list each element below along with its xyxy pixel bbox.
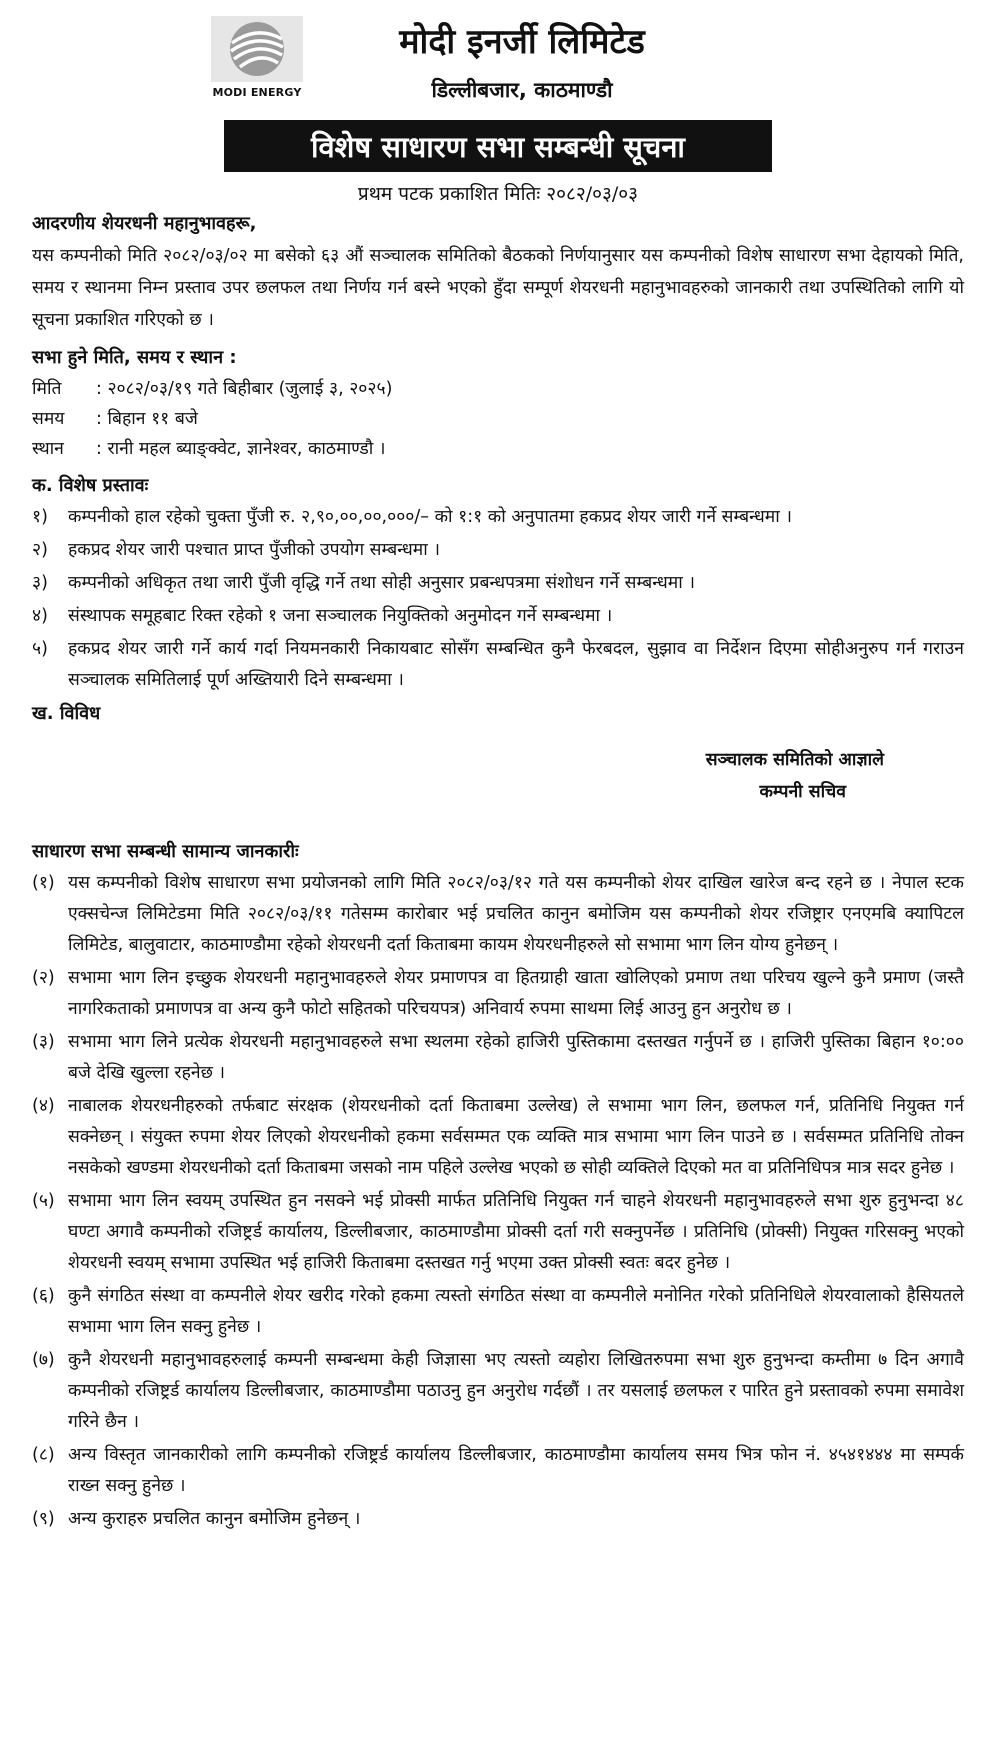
meeting-value: : बिहान ११ बजे [96,409,198,429]
company-address: डिल्लीबजार, काठमाण्डौ [431,78,613,102]
salutation: आदरणीय शेयरधनी महानुभावहरू, [32,213,257,234]
item-number: (६) [32,1286,55,1306]
item-text: हकप्रद शेयर जारी पश्चात प्राप्त पुँजीको उपयोग सम्बन्धमा । [68,540,440,560]
list-item [32,963,964,1025]
item-number: (५) [32,1191,55,1211]
meeting-row-time [32,404,964,434]
meeting-row-venue [32,434,964,464]
item-number: १) [32,507,48,527]
item-text: कम्पनीको अधिकृत तथा जारी पुँजी वृद्धि गर्ने तथा सोही अनुसार प्रबन्धपत्रमा संशोधन गर्ने सम्बन्धमा । [68,573,695,593]
item-number: (४) [32,1096,55,1116]
item-number: ३) [32,573,48,593]
meeting-value: : २०८२/०३/१९ गते बिहीबार (जुलाई ३, २०२५) [96,379,393,399]
company-name: मोदी इनर्जी लिमिटेड [399,22,645,62]
list-item [32,601,964,632]
logo-wordmark: MODI ENERGY [212,86,302,99]
item-text: नाबालक शेयरधनीहरुको तर्फबाट संरक्षक (शेयरधनीको दर्ता किताबमा उल्लेख) ले सभामा भाग लिन, छलफल गर्न, प्रतिनिधि नियुक्त गर्न सक्नेछन् । संयुक्त रुपमा शेयर लिएको शेयरधनीको हकमा सर्वसम्मत एक व्यक्ति मात्र सभामा भाग लिन पाउने छ । सर्वसम्मत प्रतिनिधि तोक्न नसकेको खण्डमा शेयरधनीको दर्ता किताबमा जसको नाम पहिले उल्लेख भएको छ सोही व्यक्तिले दिएको मत वा प्रतिनिधिपत्र मात्र सदर हुनेछ । [68,1096,964,1178]
notice-header [32,0,964,116]
list-item [32,868,964,961]
wave-globe-icon [222,19,292,79]
item-number: (३) [32,1032,55,1052]
meeting-heading: सभा हुने मिति, समय र स्थान : [32,347,237,368]
list-item [32,502,964,533]
item-number: (७) [32,1350,55,1370]
company-logo [202,16,312,108]
item-text: सभामा भाग लिने प्रत्येक शेयरधनी महानुभावहरुले सभा स्थलमा रहेको हाजिरी पुस्तिकामा दस्तखत गर्नुपर्ने छ । हाजिरी पुस्तिका बिहान १०:०० बजे देखि खुल्ला रहनेछ । [68,1032,964,1083]
list-item [32,1440,964,1502]
list-item [32,1186,964,1279]
list-item [32,1504,964,1535]
general-info-list [32,868,964,1535]
meeting-value: : रानी महल ब्याङ्क्वेट, ज्ञानेश्वर, काठमाण्डौ । [96,439,386,459]
meeting-label: मिति [32,379,62,399]
publish-date: प्रथम पटक प्रकाशित मितिः २०८२/०३/०३ [357,183,639,205]
general-info-heading: साधारण सभा सम्बन्धी सामान्य जानकारीः [32,841,299,862]
item-number: ५) [32,639,48,659]
list-item [32,1027,964,1089]
item-text: अन्य कुराहरु प्रचलित कानुन बमोजिम हुनेछन् । [68,1509,361,1529]
item-text: सभामा भाग लिन स्वयम् उपस्थित हुन नसक्ने भई प्रोक्सी मार्फत प्रतिनिधि नियुक्त गर्न चाहने शेयरधनी महानुभावहरुले सभा शुरु हुनुभन्दा ४८ घण्टा अगावै कम्पनीको रजिष्ट्रर्ड कार्यालय, डिल्लीबजार, काठमाण्डौमा प्रोक्सी दर्ता गरी सक्नुपर्नेछ । प्रतिनिधि (प्रोक्सी) नियुक्त गरिसक्नु भएको शेयरधनी स्वयम् सभामा उपस्थित भई हाजिरी किताबमा दस्तखत गर्नु भएमा उक्त प्रोक्सी स्वतः बदर हुनेछ । [68,1191,964,1273]
signature-line-1: सञ्चालक समितिको आज्ञाले [705,750,884,770]
special-proposal-heading: क. विशेष प्रस्तावः [32,475,149,496]
item-text: कम्पनीको हाल रहेको चुक्ता पुँजी रु. २,९०,००,००,०००/– को १:१ को अनुपातमा हकप्रद शेयर जारी गर्ने सम्बन्धमा । [68,507,792,527]
meeting-details [32,374,964,464]
item-number: ४) [32,606,48,626]
item-number: (२) [32,968,55,988]
list-item [32,1091,964,1184]
logo-mark [211,16,303,82]
signature-line-2: कम्पनी सचिव [759,782,846,802]
list-item [32,1345,964,1438]
item-text: सभामा भाग लिन इच्छुक शेयरधनी महानुभावहरुले शेयर प्रमाणपत्र वा हितग्राही खाता खोलिएको प्रमाण तथा परिचय खुल्ने कुनै प्रमाण (जस्तै नागरिकताको प्रमाणपत्र वा अन्य कुनै फोटो सहितको परिचयपत्र) अनिवार्य रुपमा साथमा लिई आउनु हुन अनुरोध छ । [68,968,964,1019]
meeting-label: स्थान [32,439,64,459]
item-text: कुनै शेयरधनी महानुभावहरुलाई कम्पनी सम्बन्धमा केही जिज्ञासा भए त्यस्तो व्यहोरा लिखितरुपमा सभा शुरु हुनुभन्दा कम्तीमा ७ दिन अगावै कम्पनीको रजिष्ट्रर्ड कार्यालय डिल्लीबजार, काठमाण्डौमा पठाउनु हुन अनुरोध गर्दछौं । तर यसलाई छलफल र पारित हुने प्रस्तावको रुपमा समावेश गरिने छैन । [68,1350,964,1432]
item-text: कुनै संगठित संस्था वा कम्पनीले शेयर खरीद गरेको हकमा त्यस्तो संगठित संस्था वा कम्पनीले मनोनित गरेको प्रतिनिधिले शेयरवालाको हैसियतले सभामा भाग लिन सक्नु हुनेछ । [68,1286,964,1337]
item-text: संस्थापक समूहबाट रिक्त रहेको १ जना सञ्चालक नियुक्तिको अनुमोदन गर्ने सम्बन्धमा । [68,606,613,626]
intro-paragraph: यस कम्पनीको मिति २०८२/०३/०२ मा बसेको ६३ औं सञ्चालक समितिको बैठकको निर्णयानुसार यस कम्पनीको विशेष साधारण सभा देहायको मिति, समय र स्थानमा निम्न प्रस्ताव उपर छलफल तथा निर्णय गर्न बस्ने भएको हुँदा सम्पूर्ण शेयरधनी महानुभावहरुको जानकारी तथा उपस्थितिको लागि यो सूचना प्रकाशित गरिएको छ । [32,246,964,330]
notice-title: विशेष साधारण सभा सम्बन्धी सूचना [224,120,772,172]
special-proposal-list [32,502,964,696]
item-text: अन्य विस्तृत जानकारीको लागि कम्पनीको रजिष्ट्रर्ड कार्यालय डिल्लीबजार, काठमाण्डौमा कार्यालय समय भित्र फोन नं. ४५४१४४४ मा सम्पर्क राख्न सक्नु हुनेछ । [68,1445,964,1496]
list-item [32,634,964,696]
meeting-label: समय [32,409,65,429]
item-number: (९) [32,1509,55,1529]
list-item [32,568,964,599]
item-text: यस कम्पनीको विशेष साधारण सभा प्रयोजनको लागि मिति २०८२/०३/१२ गते यस कम्पनीको शेयर दाखिल खारेज बन्द रहने छ । नेपाल स्टक एक्सचेन्ज लिमिटेडमा मिति २०८२/०३/११ गतेसम्म कारोबार भई प्रचलित कानुन बमोजिम यस कम्पनीको शेयर रजिष्ट्रार एनएमबि क्यापिटल लिमिटेड, बालुवाटार, काठमाण्डौमा रहेको शेयरधनी दर्ता किताबमा कायम शेयरधनीहरुले सो सभामा भाग लिन योग्य हुनेछन् । [68,873,964,955]
item-number: (१) [32,873,55,893]
misc-heading: ख. विविध [32,703,101,724]
item-number: (८) [32,1445,55,1465]
list-item [32,535,964,566]
item-number: २) [32,540,48,560]
item-text: हकप्रद शेयर जारी गर्ने कार्य गर्दा नियमनकारी निकायबाट सोसँग सम्बन्धित कुनै फेरबदल, सुझाव वा निर्देशन दिएमा सोहीअनुरुप गर्न गराउन सञ्चालक समितिलाई पूर्ण अख्तियारी दिने सम्बन्धमा । [68,639,964,690]
meeting-row-date [32,374,964,404]
list-item [32,1281,964,1343]
